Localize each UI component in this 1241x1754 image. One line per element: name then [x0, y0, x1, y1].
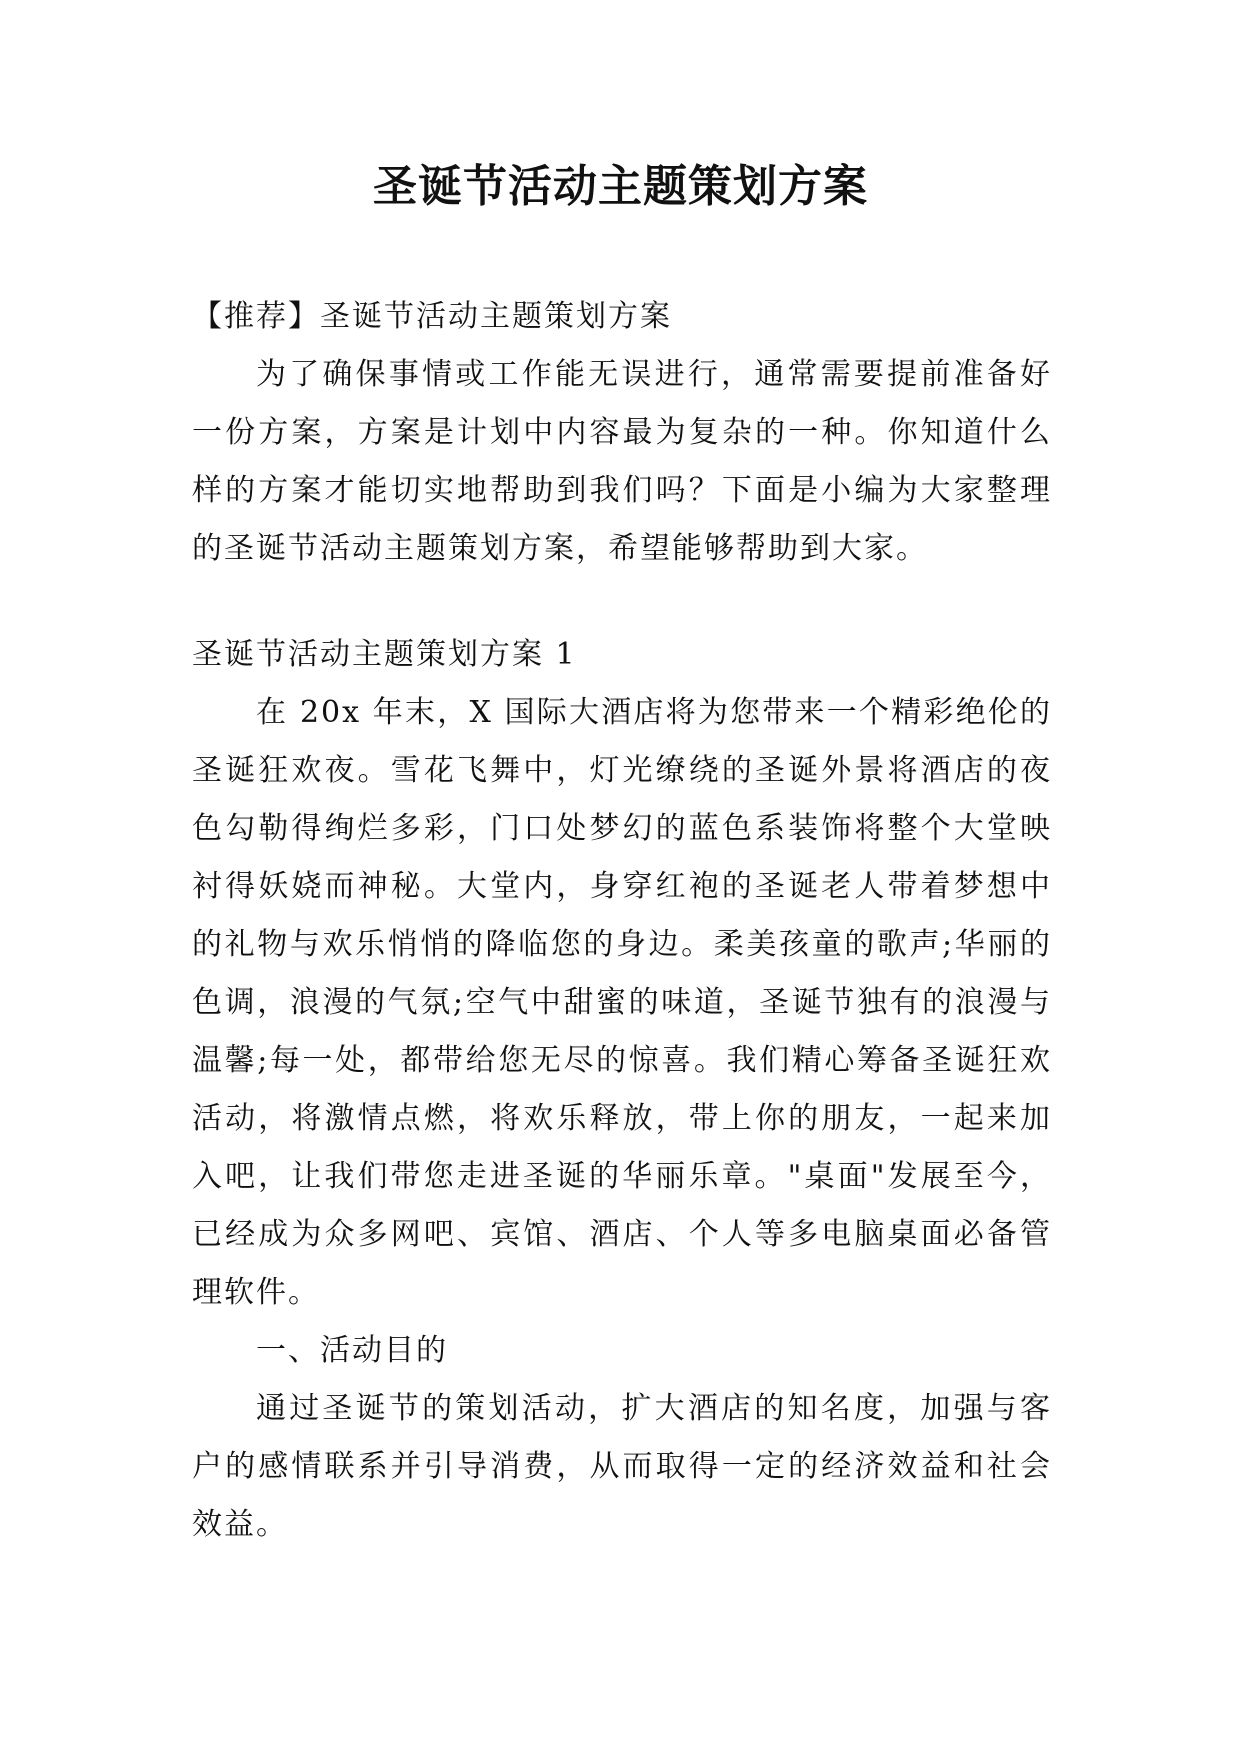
heading-activity-goal: 一、活动目的: [256, 1333, 448, 1368]
document-title: 圣诞节活动主题策划方案: [373, 161, 868, 212]
section-paragraph: 在 20x 年末，X 国际大酒店将为您带来一个精彩绝伦的圣诞狂欢夜。雪花飞舞中，灯光缭绕的圣诞外景将酒店的夜色勾勒得绚烂多彩，门口处梦幻的蓝色系装饰将整个大堂映衬得妖娆而神秘。大堂内，身穿红袍的圣诞老人带着梦想中的礼物与欢乐悄悄的降临您的身边。柔美孩童的歌声;华丽的色调，浪漫的气氛;空气中甜蜜的味道，圣诞节独有的浪漫与温馨;每一处，都带给您无尽的惊喜。我们精心筹备圣诞狂欢活动，将激情点燃，将欢乐释放，带上你的朋友，一起来加入吧，让我们带您走进圣诞的华丽乐章。"桌面"发展至今，已经成为众多网吧、宾馆、酒店、个人等多电脑桌面必备管理软件。: [192, 695, 1052, 1310]
goal-paragraph: 通过圣诞节的策划活动，扩大酒店的知名度，加强与客户的感情联系并引导消费，从而取得一定的经济效益和社会效益。: [192, 1391, 1052, 1542]
section-title: 圣诞节活动主题策划方案 1: [192, 637, 577, 672]
recommend-line: 【推荐】圣诞节活动主题策划方案: [192, 299, 672, 334]
intro-paragraph: 为了确保事情或工作能无误进行，通常需要提前准备好一份方案，方案是计划中内容最为复杂的一种。你知道什么样的方案才能切实地帮助到我们吗？下面是小编为大家整理的圣诞节活动主题策划方案，希望能够帮助到大家。: [192, 357, 1052, 566]
document-body: [192, 288, 1052, 1554]
